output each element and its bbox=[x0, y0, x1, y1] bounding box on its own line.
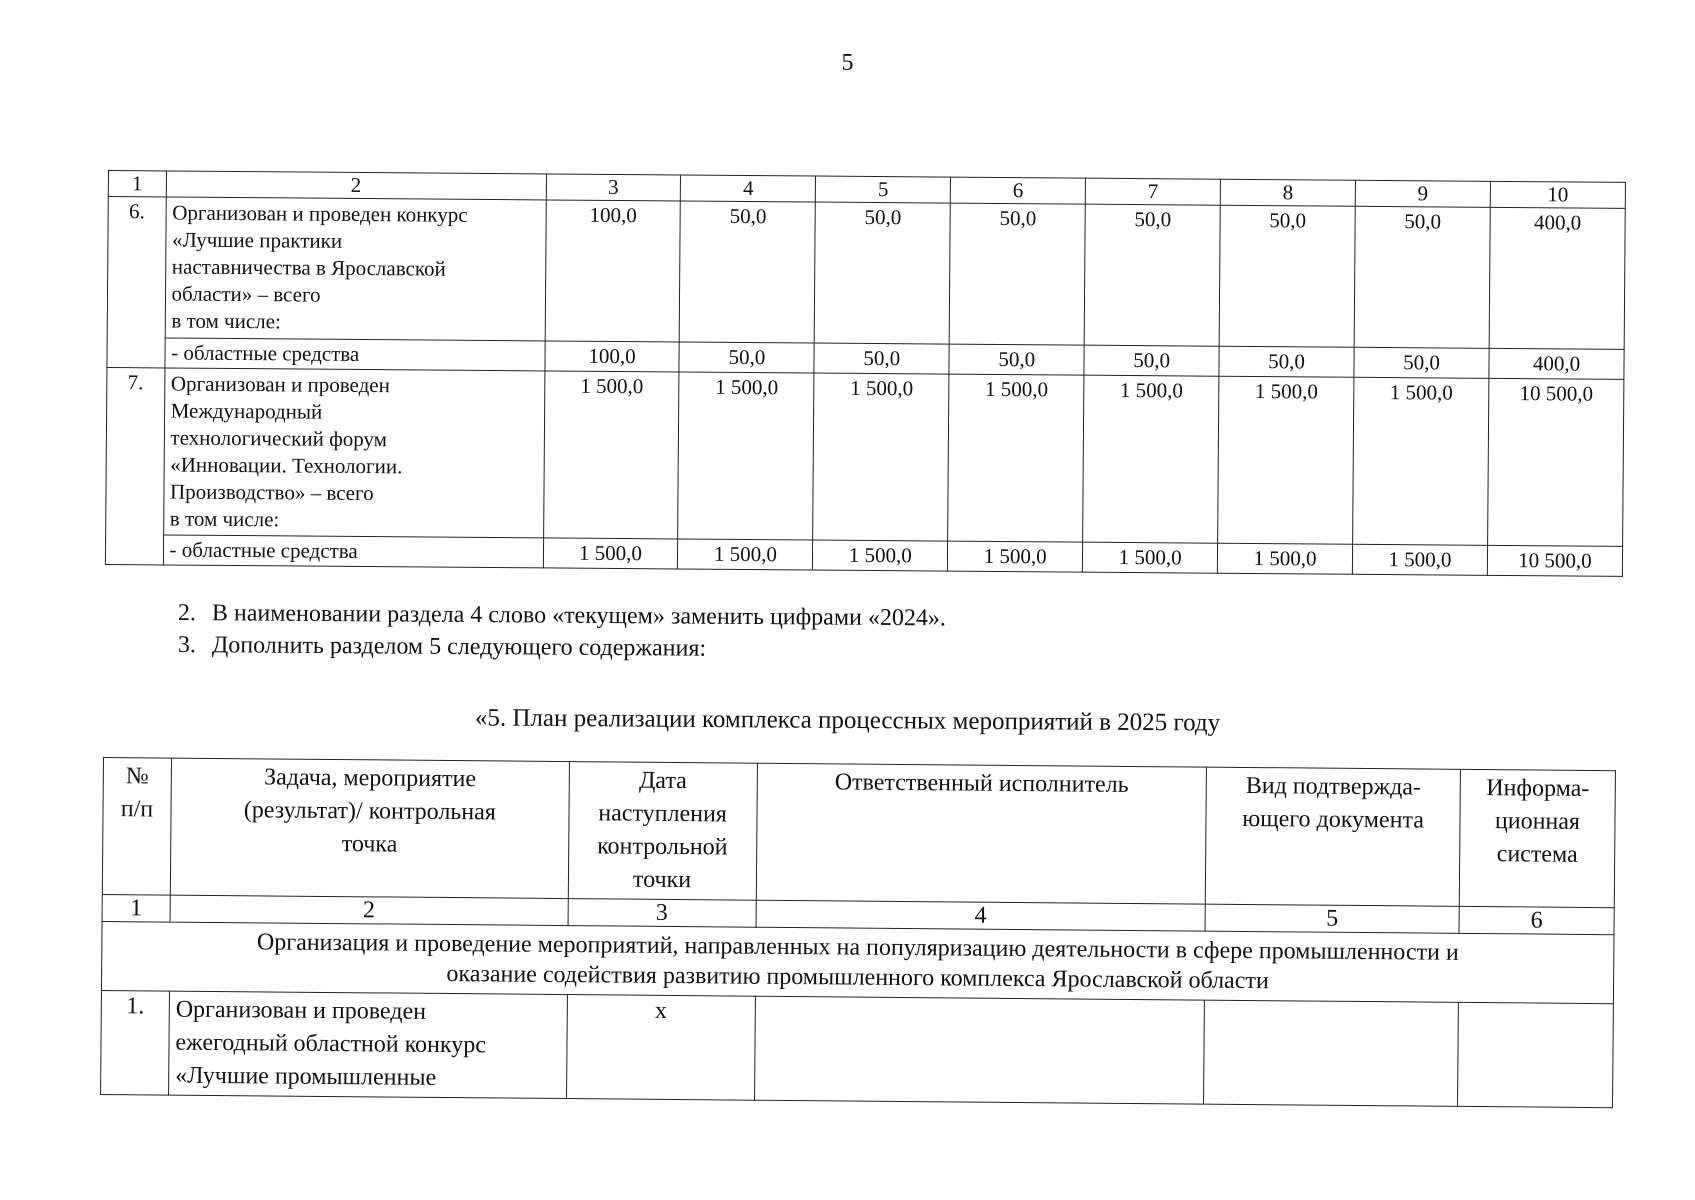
column-index: 1 bbox=[102, 894, 170, 922]
column-index: 7 bbox=[1085, 178, 1220, 205]
column-index: 3 bbox=[546, 174, 681, 201]
header-line: Дата bbox=[638, 767, 687, 795]
section-title: «5. План реализации комплекса процессных мероприятий в 2025 году bbox=[474, 704, 1221, 737]
value-cell: 400,0 bbox=[1489, 207, 1625, 349]
row-number: 1. bbox=[101, 990, 170, 1095]
column-index: 5 bbox=[1205, 904, 1459, 933]
table-row bbox=[107, 197, 1625, 350]
header-line: точки bbox=[632, 866, 692, 894]
value-cell: 50,0 bbox=[1354, 347, 1489, 378]
description-line: области» – всего bbox=[171, 281, 321, 307]
header-line: Ответственный исполнитель bbox=[834, 769, 1129, 798]
header-line: (результат)/ контрольная bbox=[243, 797, 496, 826]
row-description bbox=[165, 197, 546, 341]
header-number bbox=[102, 758, 171, 896]
value-cell: 1 500,0 bbox=[813, 540, 948, 571]
header-system bbox=[1459, 769, 1615, 907]
system-cell bbox=[1458, 1002, 1614, 1107]
section-heading bbox=[101, 921, 1614, 1003]
header-line: Информа- bbox=[1486, 775, 1590, 802]
header-line: Задача, мероприятие bbox=[264, 764, 477, 793]
value-cell: 1 500,0 bbox=[543, 371, 679, 539]
table-row bbox=[101, 990, 1614, 1107]
column-index: 6 bbox=[1459, 906, 1614, 934]
value-cell: 100,0 bbox=[545, 200, 681, 342]
value-cell: 400,0 bbox=[1489, 348, 1624, 379]
header-line: Вид подтвержда- bbox=[1245, 772, 1422, 801]
header-task bbox=[170, 758, 569, 898]
paragraph-number: 3. bbox=[177, 632, 196, 659]
table-row bbox=[106, 367, 1624, 546]
column-index: 5 bbox=[816, 176, 951, 203]
header-line: ционная bbox=[1494, 808, 1581, 835]
section-line: оказание содействия развитию промышленного комплекса Ярославской области bbox=[446, 961, 1269, 995]
description-line: технологический форум bbox=[170, 425, 388, 452]
description-line: Производство» – всего bbox=[169, 479, 374, 506]
value-cell: 50,0 bbox=[1084, 345, 1219, 376]
value-cell: 1 500,0 bbox=[1353, 377, 1489, 545]
description-line: Международный bbox=[170, 398, 323, 424]
sub-label: - областные средства bbox=[163, 535, 543, 568]
header-executor bbox=[756, 763, 1207, 904]
header-line: наступления bbox=[598, 800, 728, 828]
header-line: № bbox=[125, 763, 149, 790]
value-cell: 1 500,0 bbox=[1083, 542, 1218, 573]
executor-cell bbox=[754, 996, 1204, 1104]
value-cell: 1 500,0 bbox=[678, 539, 813, 570]
description-line: «Инновации. Технологии. bbox=[170, 452, 403, 479]
header-date bbox=[568, 762, 757, 901]
column-index: 9 bbox=[1355, 180, 1490, 207]
row-number: 6. bbox=[107, 197, 166, 368]
row-description bbox=[169, 991, 568, 1098]
header-line: точка bbox=[341, 831, 398, 858]
column-index: 1 bbox=[108, 171, 166, 197]
value-cell: 1 500,0 bbox=[678, 372, 814, 540]
value-cell: 50,0 bbox=[1219, 346, 1354, 377]
header-line: контрольной bbox=[597, 833, 728, 861]
value-cell: 1 500,0 bbox=[1083, 375, 1219, 543]
value-cell: 50,0 bbox=[949, 344, 1084, 375]
paragraph-text: В наименовании раздела 4 слово «текущем» заменить цифрами «2024». bbox=[211, 600, 946, 632]
date-cell: х bbox=[566, 995, 755, 1101]
amendment-paragraph bbox=[178, 600, 946, 632]
value-cell: 50,0 bbox=[679, 342, 814, 373]
column-index: 2 bbox=[170, 895, 568, 925]
value-cell: 1 500,0 bbox=[948, 541, 1083, 572]
description-line: ежегодный областной конкурс bbox=[175, 1029, 487, 1059]
column-index: 6 bbox=[951, 177, 1086, 204]
value-cell: 50,0 bbox=[1084, 204, 1220, 346]
column-index: 4 bbox=[681, 175, 816, 202]
amendment-paragraph bbox=[178, 632, 706, 663]
value-cell: 1 500,0 bbox=[1218, 376, 1354, 544]
value-cell: 1 500,0 bbox=[813, 373, 949, 541]
funding-table bbox=[105, 170, 1626, 577]
description-line: в том числе: bbox=[171, 308, 281, 334]
column-index: 10 bbox=[1490, 181, 1625, 208]
document-cell bbox=[1204, 1000, 1459, 1106]
value-cell: 10 500,0 bbox=[1487, 545, 1622, 576]
value-cell: 50,0 bbox=[1354, 206, 1490, 348]
value-cell: 50,0 bbox=[814, 343, 949, 374]
description-line: Организован и проведен bbox=[170, 371, 391, 398]
description-line: «Лучшие промышленные bbox=[175, 1062, 437, 1091]
description-line: наставничества в Ярославской bbox=[171, 254, 446, 281]
column-index: 2 bbox=[166, 171, 546, 200]
column-index: 3 bbox=[568, 899, 756, 928]
page-number: 5 bbox=[841, 50, 854, 76]
plan-table-header bbox=[102, 758, 1615, 908]
value-cell: 1 500,0 bbox=[1352, 544, 1487, 575]
row-description bbox=[163, 368, 544, 538]
value-cell: 50,0 bbox=[815, 202, 951, 344]
description-line: Организован и проведен конкурс bbox=[172, 200, 468, 227]
header-line: ющего документа bbox=[1242, 805, 1425, 834]
section-line: Организация и проведение мероприятий, направленных на популяризацию деятельности в сфере промышленности и bbox=[256, 929, 1459, 966]
value-cell: 50,0 bbox=[680, 201, 816, 343]
description-line: «Лучшие практики bbox=[171, 227, 343, 253]
header-document bbox=[1205, 767, 1460, 906]
value-cell: 50,0 bbox=[1219, 205, 1355, 347]
row-number: 7. bbox=[105, 367, 164, 564]
value-cell: 10 500,0 bbox=[1488, 378, 1624, 546]
paragraph-text: Дополнить разделом 5 следующего содержания: bbox=[211, 632, 707, 662]
header-line: система bbox=[1496, 841, 1578, 868]
column-index: 8 bbox=[1220, 179, 1355, 206]
value-cell: 50,0 bbox=[949, 203, 1085, 345]
description-line: Организован и проведен bbox=[175, 996, 427, 1025]
plan-table bbox=[100, 757, 1616, 1108]
value-cell: 1 500,0 bbox=[543, 538, 678, 569]
header-line: п/п bbox=[120, 796, 154, 823]
value-cell: 1 500,0 bbox=[948, 374, 1084, 542]
section-row bbox=[101, 921, 1614, 1003]
sub-label: - областные средства bbox=[165, 338, 545, 371]
description-line: в том числе: bbox=[169, 506, 280, 532]
value-cell: 100,0 bbox=[544, 341, 679, 372]
paragraph-number: 2. bbox=[177, 600, 196, 627]
column-index: 4 bbox=[756, 900, 1206, 931]
value-cell: 1 500,0 bbox=[1217, 543, 1352, 574]
